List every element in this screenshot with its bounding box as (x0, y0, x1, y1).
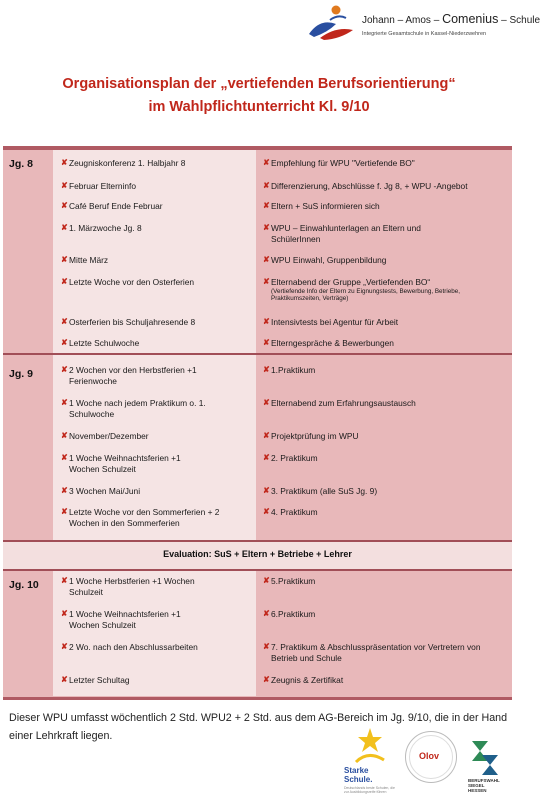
cross-marker-icon: ✘ (61, 576, 68, 585)
cross-marker-icon: ✘ (61, 365, 68, 374)
list-item: ✘ 4. Praktikum (263, 507, 318, 517)
berufswahl-siegel-text: BERUFSWAHL SIEGEL HESSEN (468, 778, 500, 793)
list-item: ✘ 7. Praktikum & Abschlusspräsentation vor Vertretern von Betrieb und Schule (263, 642, 481, 663)
list-item: ✘ Februar Elterninfo (61, 181, 137, 191)
cross-marker-icon: ✘ (61, 277, 68, 286)
cross-marker-icon: ✘ (263, 158, 270, 167)
list-item: ✘ Zeugniskonferenz 1. Halbjahr 8 (61, 158, 186, 168)
school-logo (300, 2, 540, 46)
row-divider-jg8-jg9 (3, 353, 512, 355)
cross-marker-icon: ✘ (263, 453, 270, 462)
cross-marker-icon: ✘ (263, 486, 270, 495)
list-item: ✘ 1. Märzwoche Jg. 8 (61, 223, 142, 233)
starke-schule-logo (344, 724, 398, 800)
cross-marker-icon: ✘ (61, 223, 68, 232)
olov-seal-logo (405, 731, 457, 783)
cross-marker-icon: ✘ (263, 365, 270, 374)
page-title: Organisationsplan der „vertiefenden Berufsorientierung“ (62, 76, 456, 92)
list-item: ✘ 2 Wochen vor den Herbstferien +1 Ferienwoche (61, 365, 197, 386)
berufswahl-siegel-icon (470, 739, 500, 777)
list-item: ✘ Eltern + SuS informieren sich (263, 201, 380, 211)
list-item: ✘ 1 Woche Weihnachtsferien +1 Wochen Schulzeit (61, 609, 181, 630)
list-item: ✘ Mitte März (61, 255, 109, 265)
cross-marker-icon: ✘ (263, 642, 270, 651)
list-item: ✘ Elterngespräche & Bewerbungen (263, 338, 394, 348)
cross-marker-icon: ✘ (61, 398, 68, 407)
evaluation-label: Evaluation: SuS + Eltern + Betriebe + Lehrer (163, 549, 352, 559)
cross-marker-icon: ✘ (263, 181, 270, 190)
list-item: ✘ WPU – Einwahlunterlagen an Eltern und SchülerInnen (263, 223, 421, 244)
row-divider-evaluation-jg10 (3, 569, 512, 571)
list-item: ✘ November/Dezember (61, 431, 149, 441)
list-item: ✘ Letzte Woche vor den Sommerferien + 2 Wochen in den Sommerferien (61, 507, 220, 528)
cross-marker-icon: ✘ (263, 398, 270, 407)
list-item: ✘ 1 Woche Herbstferien +1 Wochen Schulzeit (61, 576, 195, 597)
cross-marker-icon: ✘ (61, 675, 68, 684)
elternabend-note: (Vertiefende Info der Eltern zu Eignungstests, Bewerbung, Betriebe, Praktikumszeiten, Verträge) (271, 287, 461, 302)
cross-marker-icon: ✘ (263, 277, 270, 286)
list-item: ✘ 5.Praktikum (263, 576, 316, 586)
grade-label-jg8: Jg. 8 (9, 158, 33, 170)
cross-marker-icon: ✘ (263, 255, 270, 264)
list-item: ✘ 2 Wo. nach den Abschlussarbeiten (61, 642, 198, 652)
cross-marker-icon: ✘ (61, 431, 68, 440)
cross-marker-icon: ✘ (61, 609, 68, 618)
footnote-text: Dieser WPU umfasst wöchentlich 2 Std. WPU2 + 2 Std. aus dem AG-Bereich im Jg. 9/10, die in der Hand einer Lehrkraft liegen. (9, 712, 508, 742)
list-item: ✘ Zeugnis & Zertifikat (263, 675, 344, 685)
school-emblem-icon (306, 4, 356, 40)
list-item: ✘ Letzte Woche vor den Osterferien (61, 277, 195, 287)
list-item: ✘ 3 Wochen Mai/Juni (61, 486, 141, 496)
list-item: ✘ 1 Woche Weihnachtsferien +1 Wochen Schulzeit (61, 453, 181, 474)
starke-schule-tagline: Deutschlands beste Schulen, die zur Ausbildungsreife führen (344, 786, 395, 794)
list-item: ✘ Osterferien bis Schuljahresende 8 (61, 317, 196, 327)
cross-marker-icon: ✘ (263, 576, 270, 585)
cross-marker-icon: ✘ (61, 642, 68, 651)
berufswahl-siegel-logo (468, 739, 512, 799)
list-item: ✘ Differenzierung, Abschlüsse f. Jg 8, + WPU -Angebot (263, 181, 468, 191)
list-item: ✘ Café Beruf Ende Februar (61, 201, 163, 211)
cross-marker-icon: ✘ (61, 338, 68, 347)
school-name: Johann – Amos – Comenius – Schule (362, 12, 540, 26)
list-item: ✘ Elternabend zum Erfahrungsaustausch (263, 398, 416, 408)
organisation-plan-table (3, 146, 512, 700)
list-item: ✘ Letzte Schulwoche (61, 338, 140, 348)
school-subtitle: Integrierte Gesamtschule in Kassel-Niederzwehren (362, 31, 487, 37)
cross-marker-icon: ✘ (61, 507, 68, 516)
grade-label-jg10: Jg. 10 (9, 579, 39, 591)
cross-marker-icon: ✘ (61, 453, 68, 462)
row-divider-jg9-evaluation (3, 540, 512, 542)
cross-marker-icon: ✘ (263, 201, 270, 210)
cross-marker-icon: ✘ (61, 181, 68, 190)
star-figure-icon (348, 724, 392, 764)
cross-marker-icon: ✘ (263, 338, 270, 347)
cross-marker-icon: ✘ (263, 609, 270, 618)
list-item: ✘ 1 Woche nach jedem Praktikum o. 1. Schulwoche (61, 398, 206, 419)
cross-marker-icon: ✘ (61, 317, 68, 326)
cross-marker-icon: ✘ (61, 158, 68, 167)
list-item: ✘ Empfehlung für WPU "Vertiefende BO" (263, 158, 415, 168)
cross-marker-icon: ✘ (263, 507, 270, 516)
list-item: ✘ Letzter Schultag (61, 675, 130, 685)
list-item: ✘ 2. Praktikum (263, 453, 318, 463)
table-bottom-border (3, 697, 512, 700)
cross-marker-icon: ✘ (263, 317, 270, 326)
list-item: ✘ WPU Einwahl, Gruppenbildung (263, 255, 387, 265)
cross-marker-icon: ✘ (61, 201, 68, 210)
cross-marker-icon: ✘ (263, 223, 270, 232)
grade-label-jg9: Jg. 9 (9, 368, 33, 380)
list-item: ✘ 6.Praktikum (263, 609, 316, 619)
list-item: ✘ Projektprüfung im WPU (263, 431, 359, 441)
list-item: ✘ 3. Praktikum (alle SuS Jg. 9) (263, 486, 378, 496)
list-item: ✘ Intensivtests bei Agentur für Arbeit (263, 317, 399, 327)
cross-marker-icon: ✘ (263, 675, 270, 684)
starke-schule-wordmark: Starke Schule. (344, 766, 373, 784)
olov-wordmark: Olov (419, 751, 440, 761)
cross-marker-icon: ✘ (61, 255, 68, 264)
page-subtitle: im Wahlpflichtunterricht Kl. 9/10 (148, 99, 370, 115)
list-item: ✘ 1.Praktikum (263, 365, 316, 375)
cross-marker-icon: ✘ (263, 431, 270, 440)
cross-marker-icon: ✘ (61, 486, 68, 495)
list-item: ✘ Elternabend der Gruppe „Vertiefenden BO“ (Vertiefende Info der Eltern zu Eignungstests, Bewerbung, Betriebe, Praktikumszeiten, Verträge) (263, 277, 509, 303)
